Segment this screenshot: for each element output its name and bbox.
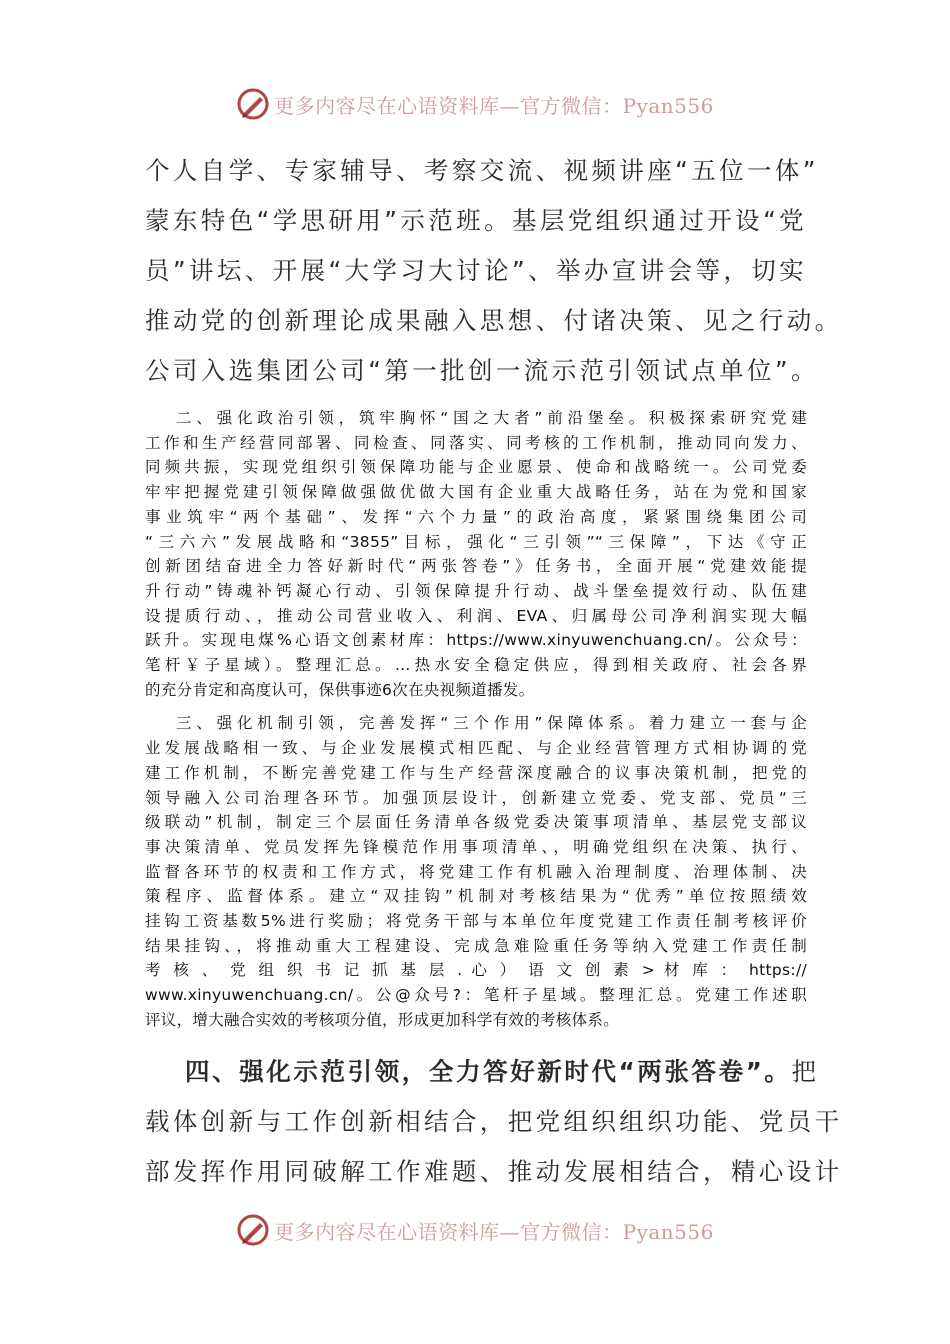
text-line: “三六六”发展战略和“3855”目标，强化“三引领”“三保障”，下达《守正 xyxy=(145,532,807,551)
text-line: 公司入选集团公司“第一批创一流示范引领试点单位”。 xyxy=(145,356,819,385)
document-body xyxy=(145,146,843,1197)
text-line: 建工作机制，不断完善党建工作与生产经营深度融合的议事决策机制，把党的 xyxy=(145,763,807,782)
paragraph-4 xyxy=(145,1047,843,1197)
text-line: 升行动”铸魂补钙凝心行动、引领保障提升行动、战斗堡垒提效行动、队伍建 xyxy=(145,581,807,600)
text-line: 级联动”机制，制定三个层面任务清单各级党委决策事项清单、基层党支部议 xyxy=(145,813,807,832)
section-heading: 四、强化示范引领，全力答好新时代“两张答卷”。 xyxy=(185,1056,792,1086)
text-line: 结果挂钩、，将推动重大工程建设、完成急难险重任务等纳入党建工作责任制 xyxy=(145,936,807,955)
text-line: 事业筑牢“两个基础”、发挥“六个力量”的政治高度，紧紧围绕集团公司 xyxy=(145,507,807,526)
header-banner xyxy=(0,84,950,124)
text-line: www.xinyuwenchuang.cn/。公@众号?：笔杆子星域。整理汇总。党建工作述职 xyxy=(145,986,807,1005)
text-line: 领导融入公司治理各环节。加强顶层设计，创新建立党委、党支部、党员“三 xyxy=(145,788,807,807)
text-line: 监督各环节的权责和工作方式，将党建工作有机融入治理制度、治理体制、决 xyxy=(145,862,807,881)
text-line: 策程序、监督体系。建立“双挂钩”机制对考核结果为“优秀”单位按照绩效 xyxy=(145,887,807,906)
heading-tail-text: 把 xyxy=(791,1056,820,1086)
text-line: 跃升。实现电煤%心语文创素材库：https://www.xinyuwenchuang.cn/。公众号： xyxy=(145,631,807,650)
text-line: 业发展战略相一致、与企业发展模式相匹配、与企业经营管理方式相协调的党 xyxy=(145,739,807,758)
text-line: 三、强化机制引领，完善发挥“三个作用”保障体系。着力建立一套与企 xyxy=(176,714,807,733)
text-line: 二、强化政治引领，筑牢胸怀“国之大者”前沿堡垒。积极探索研究党建 xyxy=(176,409,807,427)
text-line: 员”讲坛、开展“大学习大讨论”、举办宣讲会等，切实 xyxy=(145,256,808,285)
pen-logo-icon xyxy=(236,1213,270,1247)
text-line: 设提质行动、，推动公司营业收入、利润、EVA、归属母公司净利润实现大幅 xyxy=(145,606,807,625)
footer-banner xyxy=(0,1210,950,1250)
paragraph-3 xyxy=(145,711,807,1032)
text-line: 推动党的创新理论成果融入思想、付诸决策、见之行动。 xyxy=(145,306,843,335)
text-line: 个人自学、专家辅导、考察交流、视频讲座“五位一体” xyxy=(145,156,819,185)
text-line: 的充分肯定和高度认可，保供事迹6次在央视频道播发。 xyxy=(145,680,535,699)
text-line: 载体创新与工作创新相结合，把党组织组织功能、党员干 xyxy=(145,1106,843,1136)
text-line: 考 核 、 党 组 织 书 记 抓 基 层 . 心 ） 语 文 创 素 > 材 库 ： https:// xyxy=(145,961,807,980)
text-line: 工作和生产经营同部署、同检查、同落实、同考核的工作机制，推动同向发力、 xyxy=(145,433,807,452)
banner-text: 更多内容尽在心语资料库—官方微信：Pyan556 xyxy=(274,93,714,118)
text-line: 事决策清单、党员发挥先锋模范作用事项清单、，明确党组织在决策、执行、 xyxy=(145,837,807,856)
text-line: 同频共振，实现党组织引领保障功能与企业愿景、使命和战略统一。公司党委 xyxy=(145,458,807,477)
text-line xyxy=(145,1047,820,1097)
banner-text: 更多内容尽在心语资料库—官方微信：Pyan556 xyxy=(274,1219,714,1244)
paragraph-1 xyxy=(145,146,843,396)
text-line: 牢牢把握党建引领保障做强做优做大国有企业重大战略任务，站在为党和国家 xyxy=(145,483,807,502)
text-line: 笔杆￥子星域）。整理汇总。…热水安全稳定供应，得到相关政府、社会各界 xyxy=(145,656,807,675)
pen-logo-icon xyxy=(236,87,270,121)
text-line: 创新团结奋进全力答好新时代“两张答卷”》任务书，全面开展“党建效能提 xyxy=(145,557,807,576)
text-line: 挂钩工资基数5%进行奖励；将党务干部与本单位年度党建工作责任制考核评价 xyxy=(145,912,807,931)
text-line: 部发挥作用同破解工作难题、推动发展相结合，精心设计 xyxy=(145,1156,843,1186)
text-line: 评议，增大融合实效的考核项分值，形成更加科学有效的考核体系。 xyxy=(145,1010,620,1029)
paragraph-2 xyxy=(145,406,807,702)
text-line: 蒙东特色“学思研用”示范班。基层党组织通过开设“党 xyxy=(145,206,808,235)
